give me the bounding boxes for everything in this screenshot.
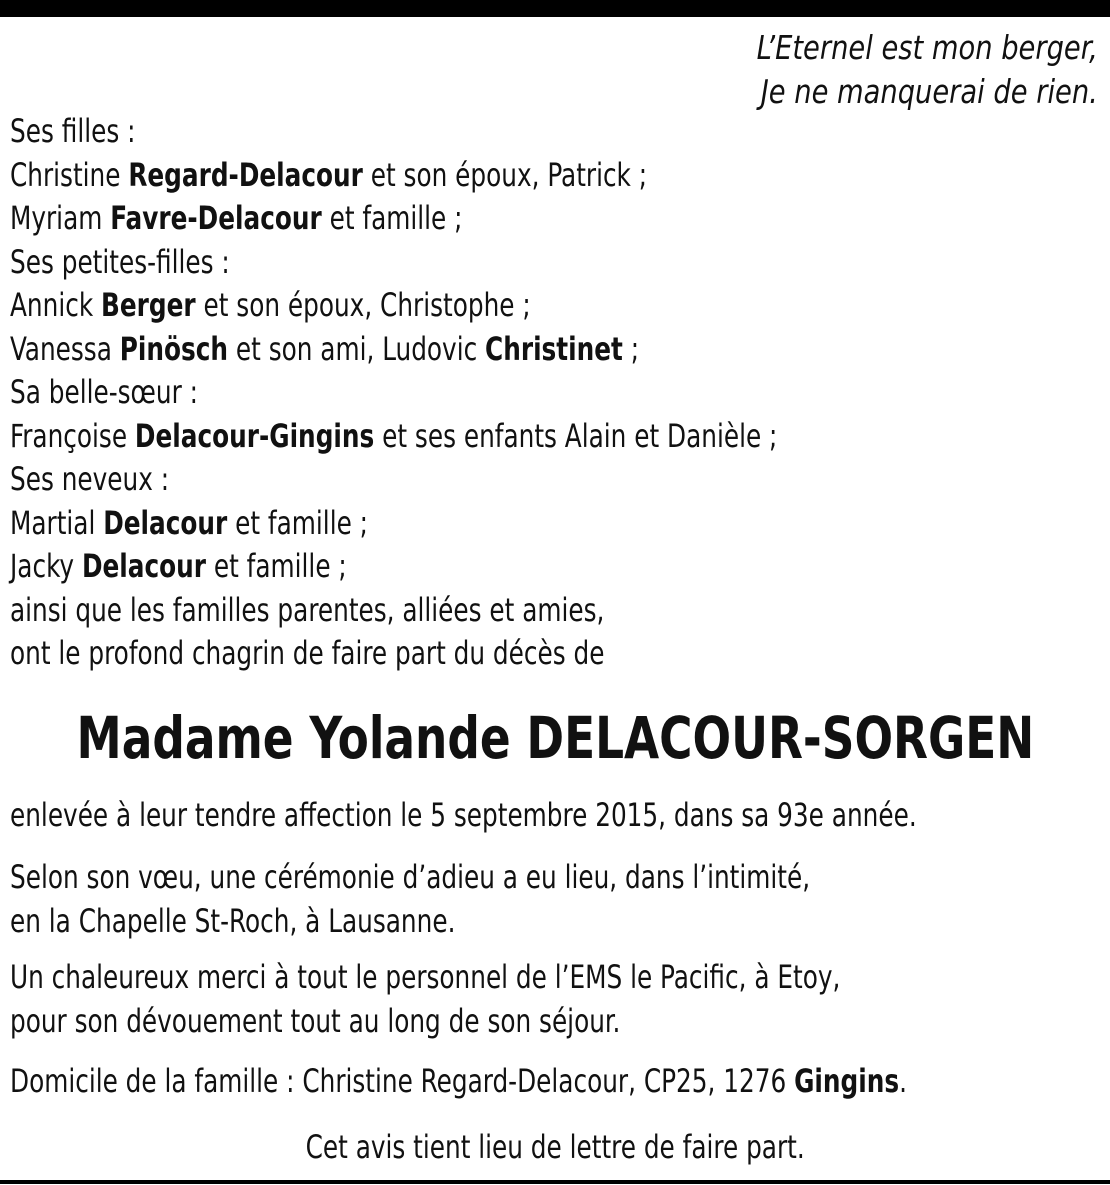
closing-notice-text: Cet avis tient lieu de lettre de faire part. [305,1128,805,1166]
address-place: Gingins [794,1062,900,1100]
paragraph-family-address [10,1060,907,1104]
epigraph-line-2: Je ne manquerai de rien. [760,72,1098,111]
surname: Regard-Delacour [128,155,363,194]
nephews-heading: Ses neveux : [10,460,170,498]
paragraph-ceremony [10,856,810,943]
first-name: Vanessa [10,329,120,368]
family-line-nephew-1 [10,502,777,546]
paragraph-line: enlevée à leur tendre affection le 5 septembre 2015, dans sa 93e année. [10,796,917,834]
first-name: Françoise [10,416,135,455]
surname: Berger [101,286,196,324]
surname: Christinet [485,329,623,368]
family-list [10,110,777,676]
family-closing-line-1: ainsi que les familles parentes, alliées et amies, [10,590,605,629]
relation-text: et son ami, Ludovic [228,329,486,368]
top-border-rule [0,0,1110,17]
family-line-nephew-2 [10,545,777,589]
family-line-daughter-2 [10,197,777,241]
surname: Pinösch [119,329,229,368]
closing-notice [0,1126,1110,1169]
bottom-border-rule [0,1180,1110,1184]
family-line-daughter-1 [10,154,777,198]
first-name: Christine [10,155,129,194]
deceased-name [0,700,1110,776]
relation-text: et son époux, Patrick ; [362,155,648,194]
surname: Delacour [81,547,207,585]
granddaughters-heading: Ses petites-filles : [10,242,230,281]
relation-text: et famille ; [206,547,347,585]
first-name: Jacky [10,547,82,585]
family-closing-line-2: ont le profond chagrin de faire part du décès de [10,634,605,672]
surname: Favre-Delacour [110,199,322,237]
paragraph-thanks [10,956,840,1043]
paragraph-line: pour son dévouement tout au long de son séjour. [10,1001,621,1040]
epigraph [757,26,1098,114]
relation-text: et famille ; [321,199,463,237]
family-line-granddaughter-1 [10,284,777,328]
address-end: . [899,1062,907,1100]
relation-text: et ses enfants Alain et Danièle ; [374,416,778,455]
surname: Delacour-Gingins [134,416,375,455]
relation-text: et famille ; [227,503,369,542]
paragraph-line [10,1060,907,1104]
surname: Delacour [103,503,228,542]
epigraph-line-1: L’Eternel est mon berger, [756,28,1098,67]
first-name: Annick [10,286,102,324]
deceased-name-text: Madame Yolande DELACOUR-SORGEN [76,704,1034,772]
paragraph-line: Un chaleureux merci à tout le personnel de l’EMS le Pacific, à Etoy, [10,958,841,996]
family-line-sister-in-law [10,415,777,459]
paragraph-line: Selon son vœu, une cérémonie d’adieu a eu lieu, dans l’intimité, [10,858,811,896]
relation-text: ; [622,329,640,368]
address-text: Domicile de la famille : Christine Regard-Delacour, CP25, 1276 [10,1062,795,1100]
relation-text: et son époux, Christophe ; [195,286,531,324]
daughters-heading: Ses filles : [10,112,136,150]
sister-in-law-heading: Sa belle-sœur : [10,373,198,411]
paragraph-death-date [10,794,917,838]
family-line-granddaughter-2 [10,328,777,372]
first-name: Martial [10,503,104,542]
paragraph-line: en la Chapelle St-Roch, à Lausanne. [10,901,456,940]
first-name: Myriam [10,199,111,237]
